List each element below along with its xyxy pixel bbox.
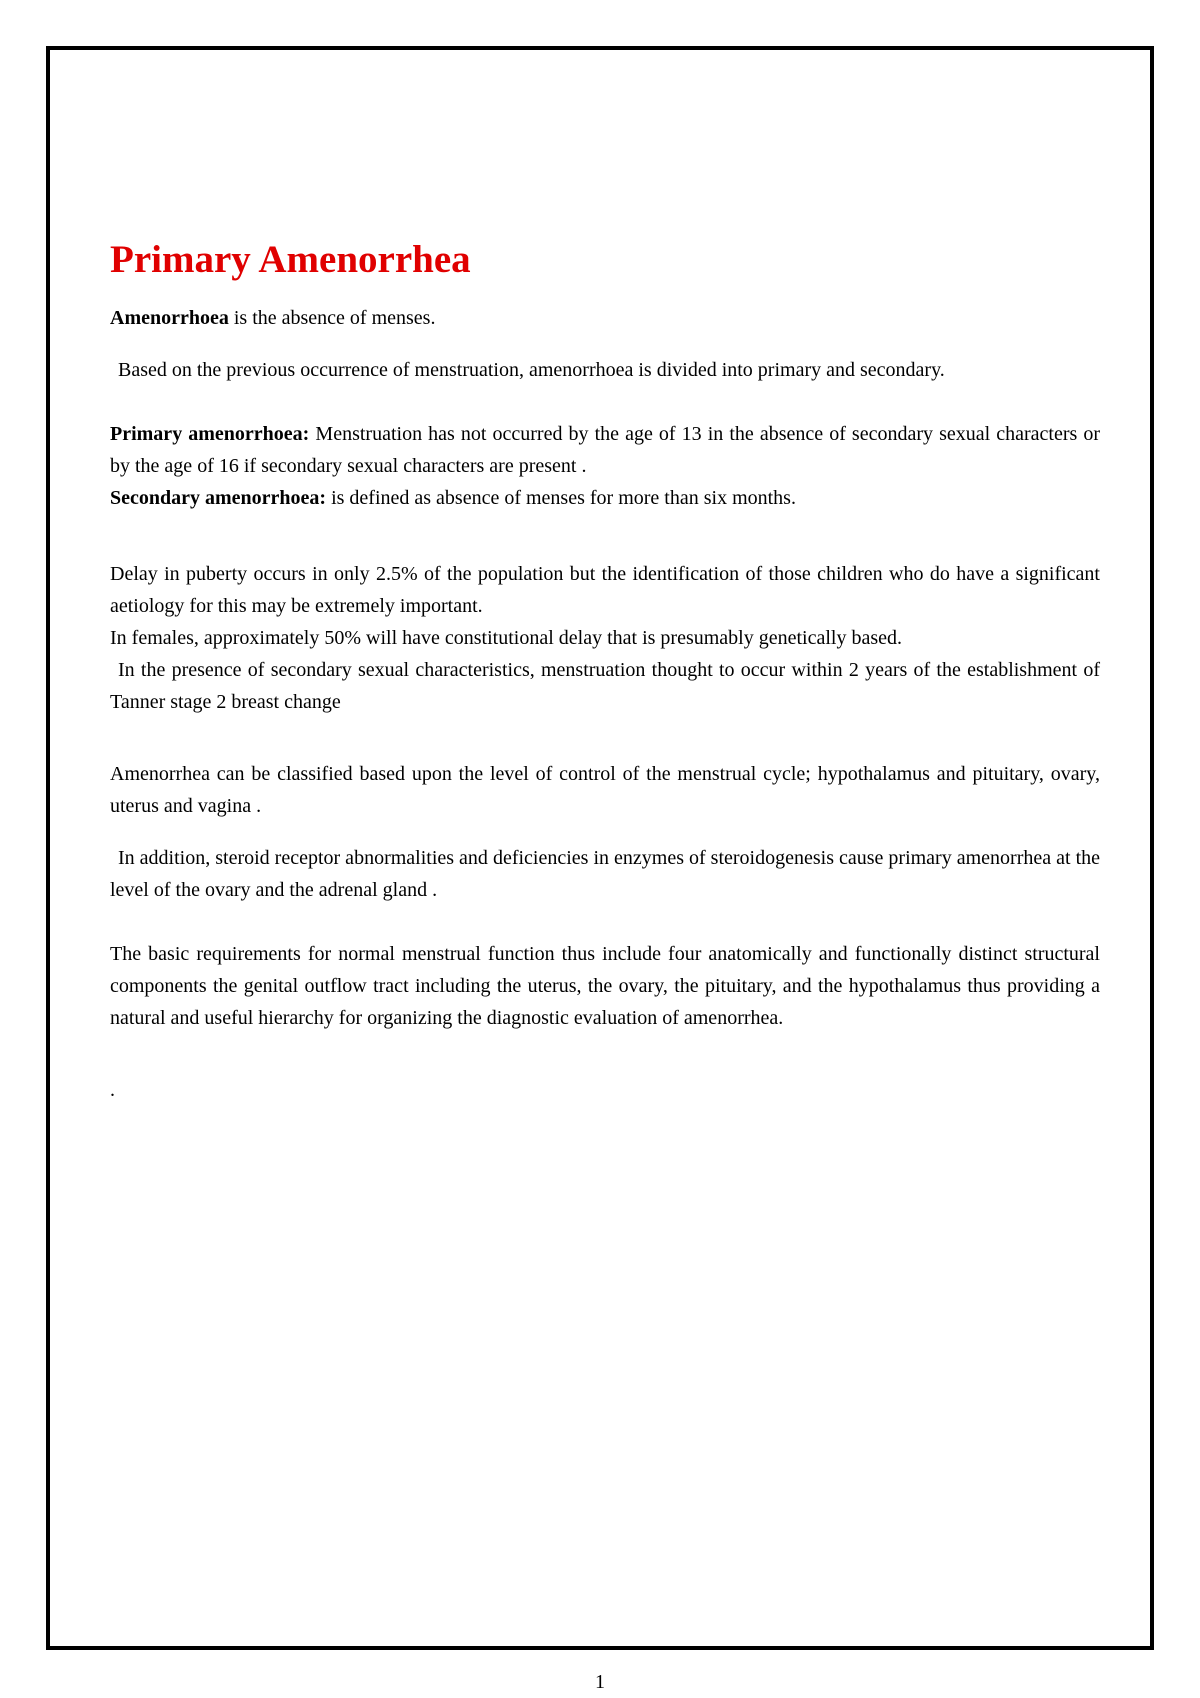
paragraph-levels-of-control: Amenorrhea can be classified based upon the level of control of the menstrual cycle; hypothalamus and pituitary, ovary, uterus and vagina . — [110, 763, 1100, 817]
page-number: 1 — [595, 1671, 605, 1693]
paragraph-basic-requirements: The basic requirements for normal menstrual function thus include four anatomically and functionally distinct structural components the genital outflow tract including the uterus, the ovary, the pituitary, and the hypothalamus thus providing a natural and useful hierarchy for organizing the diagnostic evaluation of amenorrhea. — [110, 943, 1100, 1029]
definition-text: is the absence of menses. — [228, 307, 436, 329]
paragraph-trailing-dot: . — [110, 1079, 115, 1101]
secondary-amenorrhoea-text: is defined as absence of menses for more than six months. — [326, 487, 796, 509]
paragraph-definition — [110, 302, 1100, 334]
primary-amenorrhoea-text: Menstruation has not occurred by the age of 13 in the absence of secondary sexual characters or by the age of 16 if secondary sexual characters are present . — [110, 423, 1101, 477]
paragraph-steroid-receptor: In addition, steroid receptor abnormalities and deficiencies in enzymes of steroidogenesis cause primary amenorrhea at the level of the ovary and the adrenal gland . — [110, 847, 1100, 901]
paragraph-females: In females, approximately 50% will have constitutional delay that is presumably genetically based. — [110, 627, 902, 649]
term-primary-amenorrhoea: Primary amenorrhoea: — [110, 423, 310, 445]
paragraph-secondary-characteristics: In the presence of secondary sexual characteristics, menstruation thought to occur within 2 years of the establishment of Tanner stage 2 breast change — [110, 659, 1100, 713]
paragraph-classification: Based on the previous occurrence of menstruation, amenorrhoea is divided into primary and secondary. — [118, 359, 945, 381]
paragraph-delay-puberty: Delay in puberty occurs in only 2.5% of the population but the identification of those children who do have a significant aetiology for this may be extremely important. — [110, 563, 1100, 617]
paragraph-primary-amenorrhoea — [110, 418, 1100, 482]
paragraph-secondary-amenorrhoea — [110, 482, 1100, 514]
term-amenorrhoea: Amenorrhoea — [110, 307, 229, 329]
term-secondary-amenorrhoea: Secondary amenorrhoea: — [110, 487, 327, 509]
document-title: Primary Amenorrhea — [110, 238, 471, 281]
document-body — [110, 236, 1100, 1106]
